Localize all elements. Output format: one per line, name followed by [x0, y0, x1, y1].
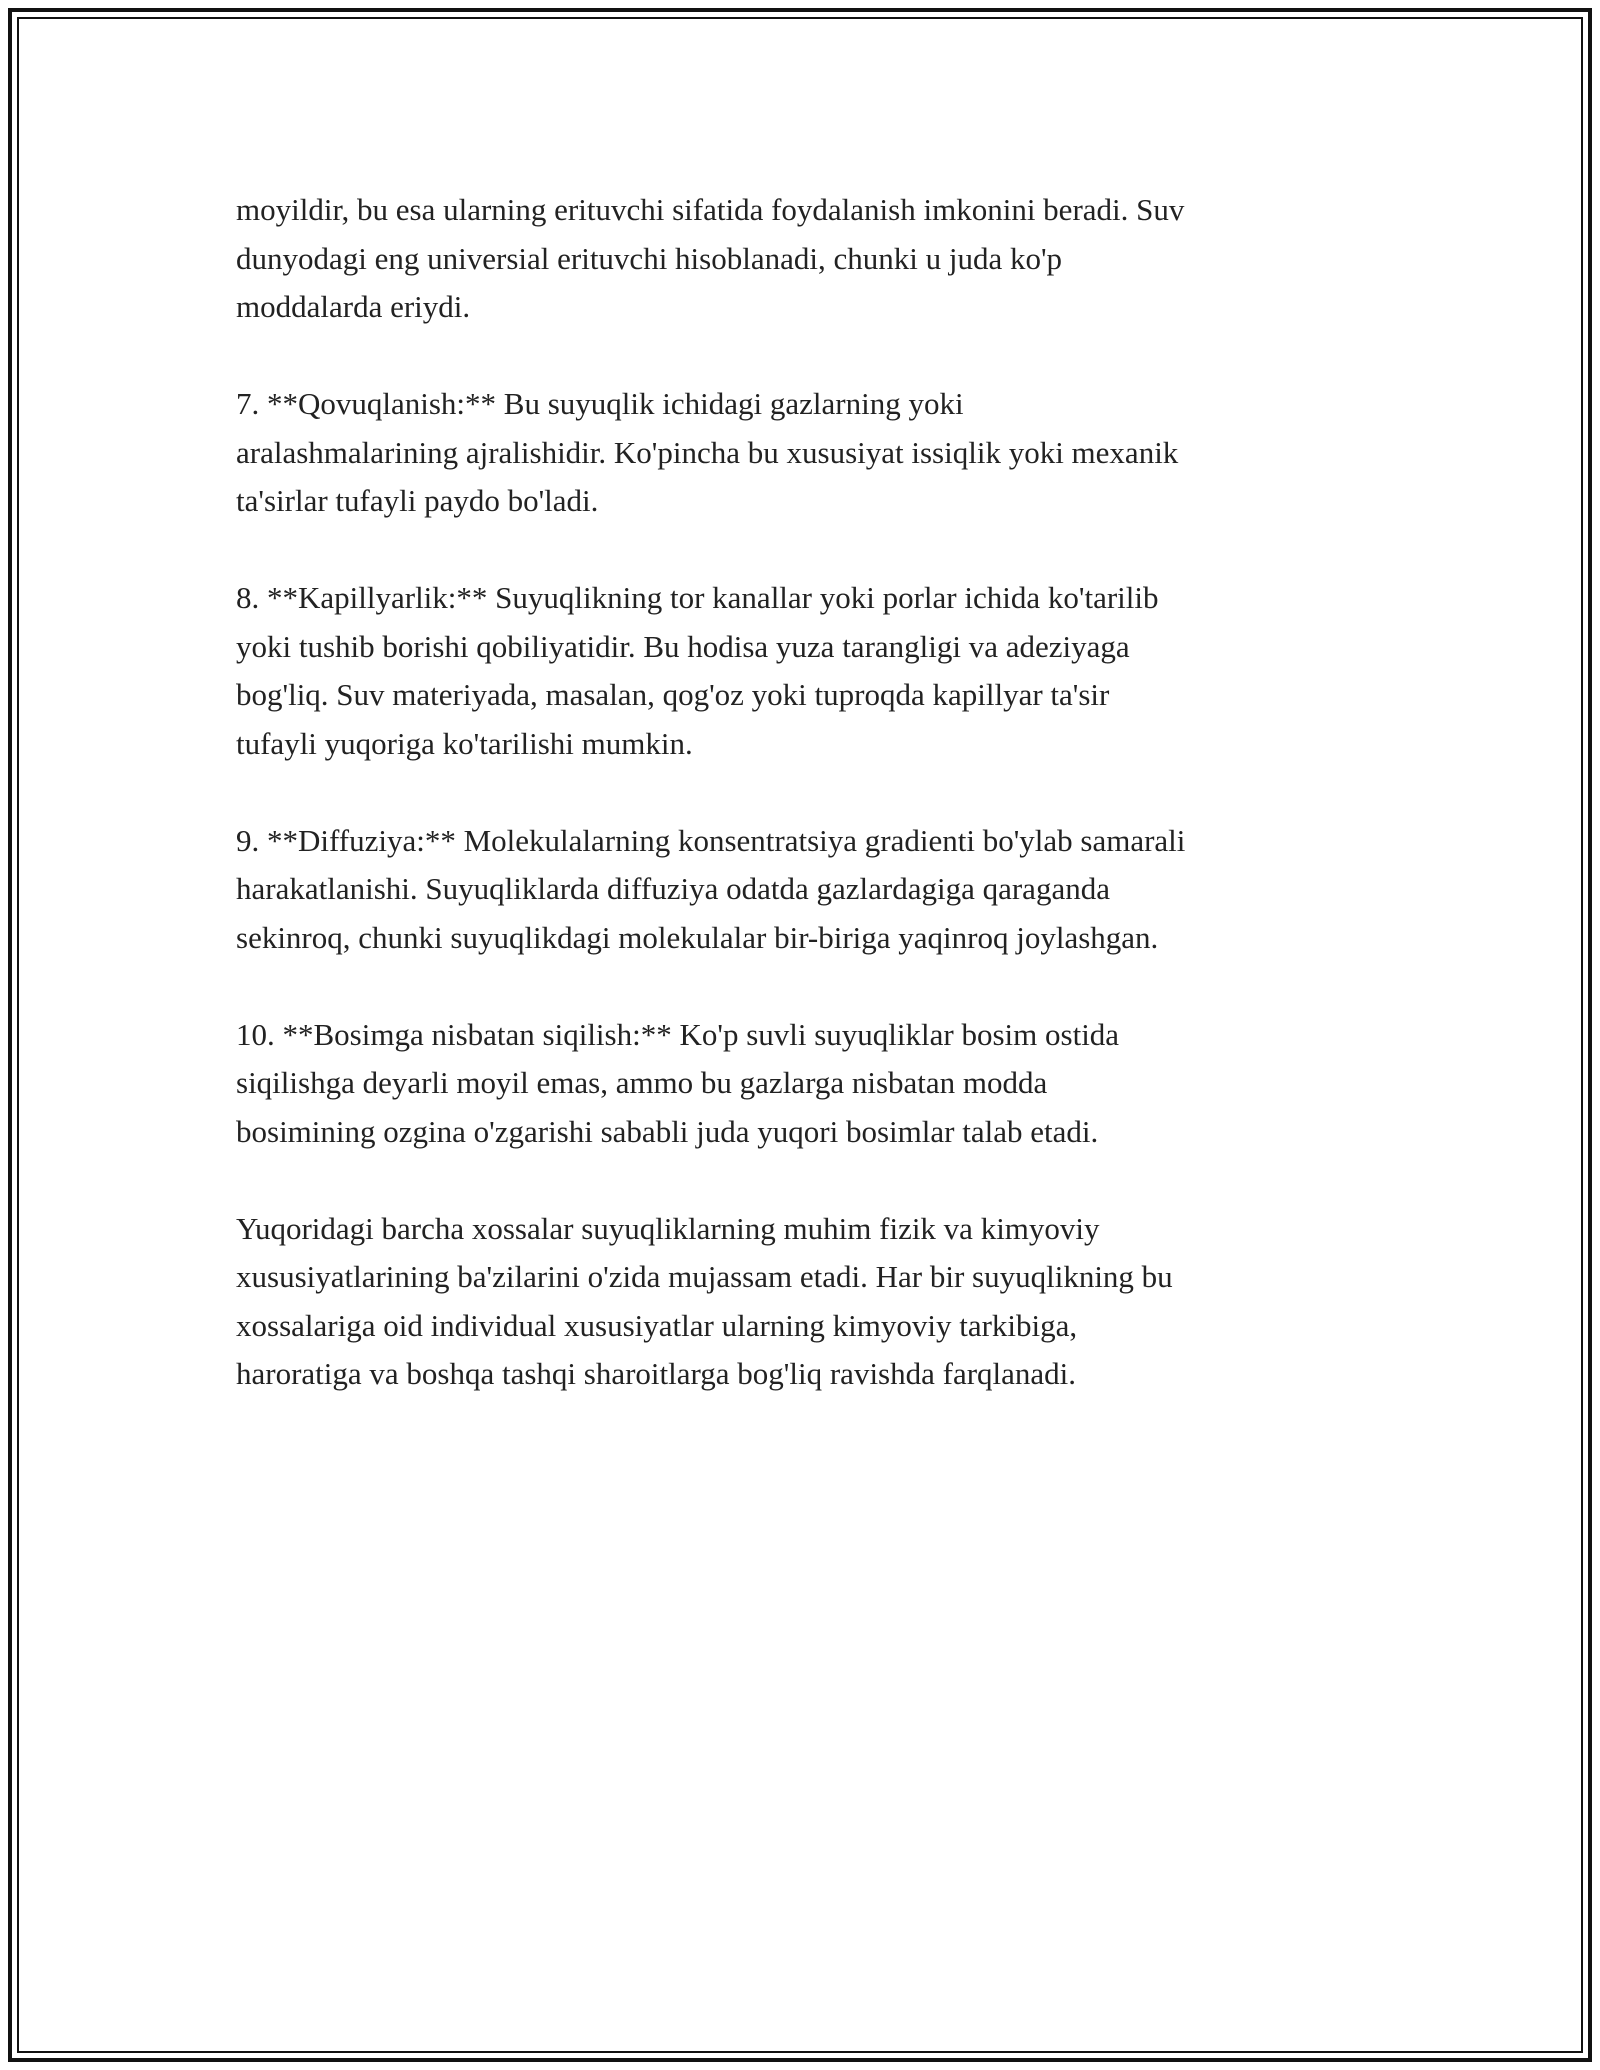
text-line: 8. **Kapillyarlik:** Suyuqlikning tor kanallar yoki porlar ichida ko'tarilib: [236, 580, 1159, 615]
text-line: dunyodagi eng universial erituvchi hisoblanadi, chunki u juda ko'p: [236, 240, 1063, 276]
paragraph-item-7-qovuqlanish: [236, 380, 1396, 526]
text-line: haroratiga va boshqa tashqi sharoitlarga bog'liq ravishda farqlanadi.: [236, 1356, 1077, 1391]
text-line: bog'liq. Suv materiyada, masalan, qog'oz yoki tuproqda kapillyar ta'sir: [236, 677, 1110, 712]
paragraph-item-9-diffuziya: [236, 817, 1396, 963]
text-line: sekinroq, chunki suyuqlikdagi molekulalar bir-biriga yaqinroq joylashgan.: [236, 919, 1159, 955]
text-line: 7. **Qovuqlanish:** Bu suyuqlik ichidagi gazlarning yoki: [236, 386, 964, 421]
text-line: yoki tushib borishi qobiliyatidir. Bu hodisa yuza tarangligi va adeziyaga: [236, 628, 1130, 664]
text-line: bosimining ozgina o'zgarishi sababli juda yuqori bosimlar talab etadi.: [236, 1113, 1099, 1149]
paragraph-solvent-continuation: [236, 186, 1396, 332]
text-line: xossalariga oid individual xususiyatlar ularning kimyoviy tarkibiga,: [236, 1307, 1078, 1343]
text-line: 9. **Diffuziya:** Molekulalarning konsentratsiya gradienti bo'ylab samarali: [236, 822, 1186, 858]
document-body: [236, 186, 1396, 1399]
paragraph-item-10-siqilish: [236, 1011, 1396, 1157]
text-line: aralashmalarining ajralishidir. Ko'pincha bu xususiyat issiqlik yoki mexanik: [236, 434, 1179, 470]
text-line: harakatlanishi. Suyuqliklarda diffuziya odatda gazlardagiga qaraganda: [236, 871, 1110, 906]
text-line: moyildir, bu esa ularning erituvchi sifatida foydalanish imkonini beradi. Suv: [236, 192, 1185, 227]
text-line: xususiyatlarining ba'zilarini o'zida mujassam etadi. Har bir suyuqlikning bu: [236, 1259, 1173, 1294]
text-line: ta'sirlar tufayli paydo bo'ladi.: [236, 483, 599, 518]
text-line: tufayli yuqoriga ko'tarilishi mumkin.: [236, 725, 693, 761]
paragraph-conclusion: [236, 1205, 1396, 1399]
text-line: Yuqoridagi barcha xossalar suyuqliklarning muhim fizik va kimyoviy: [236, 1210, 1100, 1246]
paragraph-item-8-kapillyarlik: [236, 574, 1396, 768]
text-line: moddalarda eriydi.: [236, 289, 471, 324]
text-line: 10. **Bosimga nisbatan siqilish:** Ko'p suvli suyuqliklar bosim ostida: [236, 1016, 1120, 1052]
text-line: siqilishga deyarli moyil emas, ammo bu gazlarga nisbatan modda: [236, 1065, 1048, 1100]
